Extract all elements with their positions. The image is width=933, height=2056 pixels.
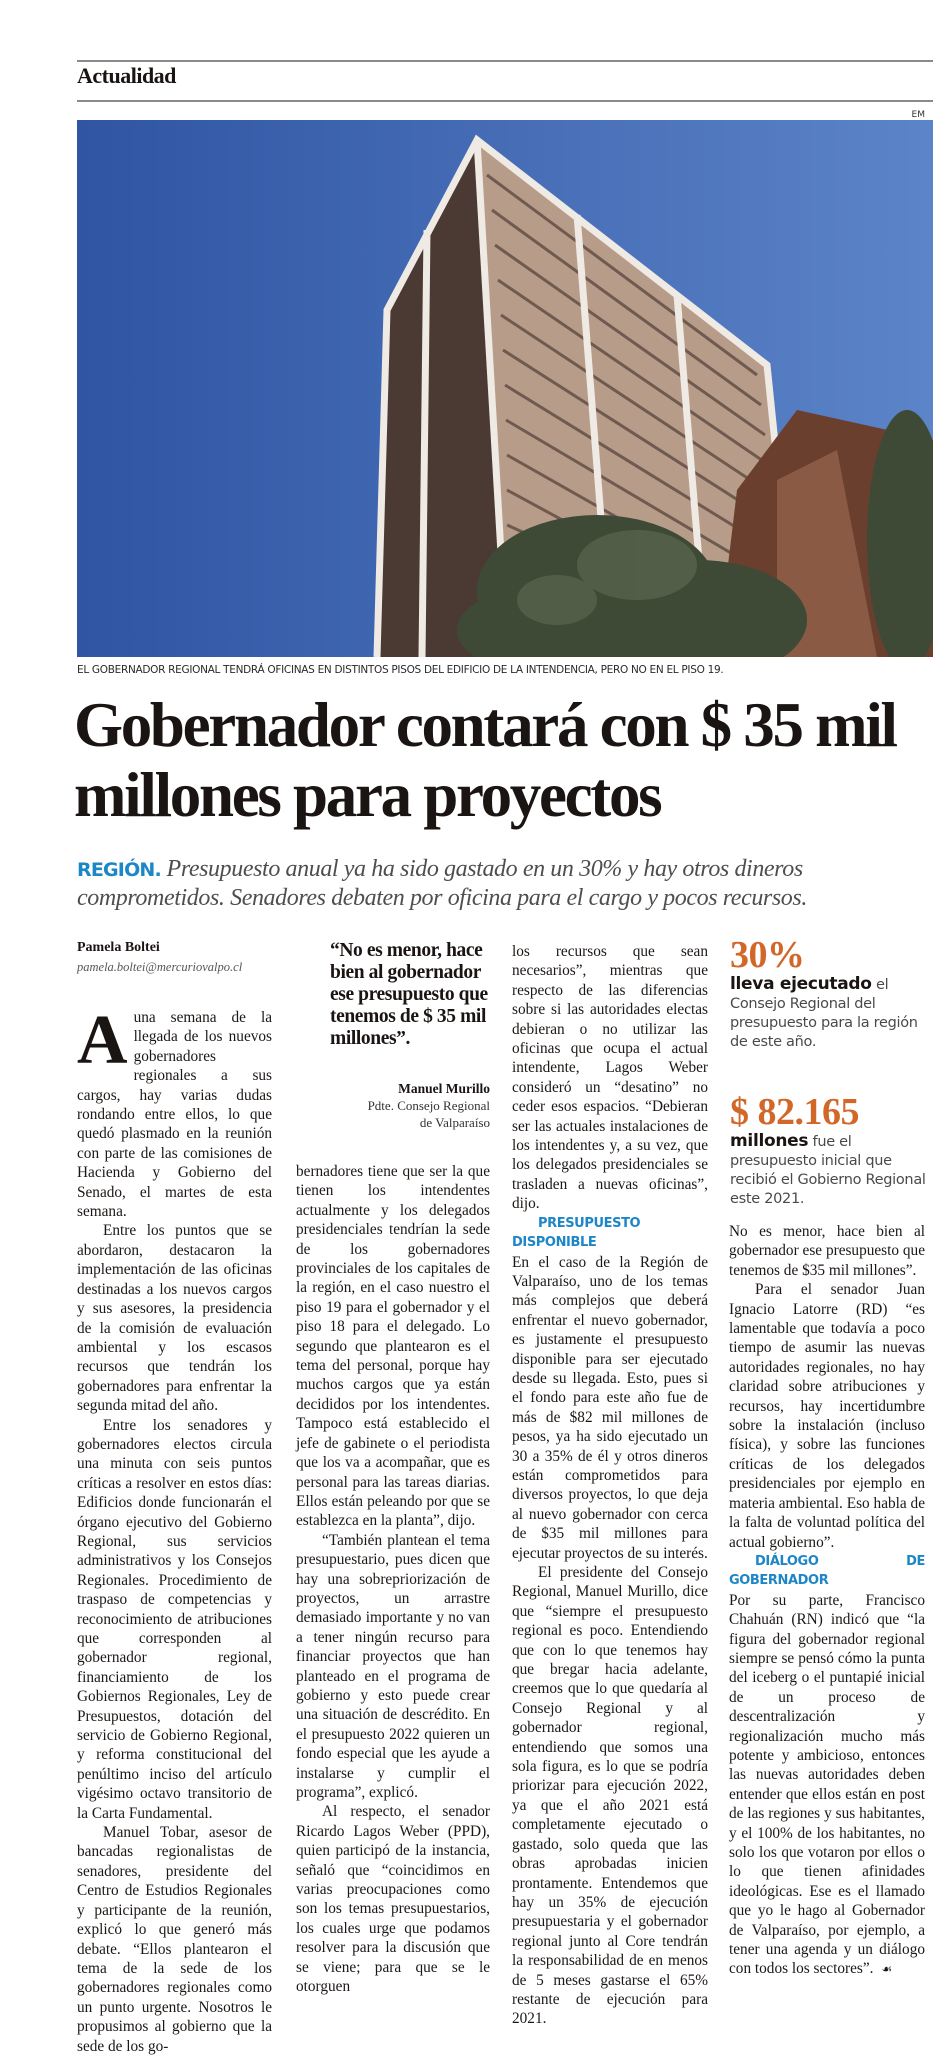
paragraph: Para el senador Juan Ignacio Latorre (RD) “es lamentable que todavía a poco tiempo de asumir las nuevas autoridades regionales, no hay claridad sobre atribuciones y recursos, hay incertidumbre sobre la instalación (incluso física), y sobre las funciones críticas de los delegados presidenciales por ejemplo en materia ambiental. Eso habla de la falta de voluntad política del actual gobierno”. (729, 1281, 925, 1551)
body-column-2 (296, 1162, 490, 1996)
paragraph: los recursos que sean necesarios”, mientras que respecto de las diferencias sobre si las autoridades electas debieran o no utilizar las oficinas que ocupa el actual intendente, Lagos Weber consideró un “desatino” no ceder esos espacios. “Debieran ser las actuales instalaciones de los intendentes y, a su vez, que los delegados presidenciales se trasladen a nuevas oficinas”, dijo. (512, 943, 708, 1213)
paragraph: Al respecto, el senador Ricardo Lagos Weber (PPD), quien participó de la instancia, señaló que “coincidimos en varias preocupaciones como son los temas presupuestarios, los cuales urge que podamos resolver para la discusión que se viene; para que se le otorguen (296, 1803, 490, 1996)
author-name: Pamela Boltei (77, 940, 160, 955)
paragraph: bernadores tiene que ser la que tienen los intendentes actualmente y los delegados presidenciales tendrían la sede de los gobernadores provinciales de los capitales de la región, en el caso nuestro el piso 19 para el gobernador y el piso 18 para el delegado. Lo segundo que plantearon es el tema del personal, porque hay muchos cargos que ya están decididos por los intendentes. Tampoco está establecido el jefe de gabinete o el periodista que los va a acompañar, que es personal para las tareas diarias. Ellos están peleando por que se establezca en la planta”, dijo. (296, 1163, 490, 1530)
paragraph: El presidente del Consejo Regional, Manuel Murillo, dice que “siempre el presupuesto regional es poco. Entendiendo que con lo que tenemos hay que bregar hacia adelante, creemos que lo que quedaría al Consejo Regional y al gobernador regional, entendiendo que somos una sola figura, es lo que se podría priorizar para ejecución 2022, ya que el año 2021 está completamente ejecutado o gastado, solo queda que las obras aprobadas inicien prontamente. Entendemos que hay un 35% de ejecución presupuestaria y el gobernador regional junto al Core tendrán la responsabilidad de en menos de 5 meses gastarse el 65% restante de ejecución para 2021. (512, 1564, 708, 2028)
dropcap: A (77, 1002, 128, 1079)
quote-author-role: Pdte. Consejo Regional (367, 1098, 490, 1113)
stat-value: $ 82.165 (730, 1091, 859, 1133)
section-rule (77, 100, 933, 102)
stat-box-initial-budget (730, 1092, 930, 1209)
subheadline (77, 855, 933, 912)
paragraph-text: Por su parte, Francisco Chahuán (RN) indicó que “la figura del gobernador regional siempre se pensó cómo la punta del iceberg o el puntapié inicial de un proceso de descentralización y regionalización mucho más potente y ambicioso, entonces las nuevas autoridades deben entender que ellos están en post de las regiones y sus habitantes, y el 100% de los habitantes, no solo los que votaron por ellos o lo que tienen afinidades ideológicas. Ese es el llamado que yo le hago al Gobernador de Valparaíso, por ejemplo, a tener una agenda y un diálogo con todos los sectores”. (729, 1591, 925, 1978)
dek-text: Presupuesto anual ya ha sido gastado en un 30% y hay otros dineros comprometidos. Senadores debaten por oficina para el cargo y pocos recursos. (77, 856, 807, 911)
quote-author: Manuel Murillo (398, 1081, 490, 1096)
paragraph: En el caso de la Región de Valparaíso, uno de los temas más complejos que deberá enfrentar el nuevo gobernador, es justamente el presupuesto disponible para ser ejecutado desde su llegada. Esto, pues si el fondo para este año fue de más de $82 mil millones de pesos, ya ha sido ejecutado un 30 a 35% de él y otros dineros están comprometidos para diversos proyectos, lo que deja al nuevo gobernador con cerca de $35 mil millones para ejecutar proyectos de su interés. (512, 1253, 708, 1562)
body-column-4 (729, 1222, 925, 1980)
stat-lead: millones (730, 1131, 809, 1151)
pull-quote-attribution (300, 1080, 490, 1131)
end-of-article-icon: ☙ (881, 1962, 893, 1977)
subhead-dialogo-de-gobernador: DIÁLOGO DE GOBERNADOR (729, 1553, 925, 1589)
section-label: Actualidad (77, 63, 176, 88)
stat-text: fue el presupuesto inicial que recibió el Gobierno Regional este 2021. (730, 1134, 926, 1207)
paragraph: Entre los puntos que se abordaron, destacaron la implementación de las oficinas destinadas a los nuevos cargos y sus asesores, la presidencia de la comisión de evaluación ambiental y los escasos recursos que tendrán los gobernadores para enfrentar la segunda mitad del año. (77, 1222, 272, 1415)
building-illustration (77, 120, 933, 657)
stat-box-executed (730, 935, 930, 1052)
photo-credit: EM (911, 110, 925, 120)
paragraph-text: una semana de la llegada de los nuevos gobernadores regionales a sus cargos, hay varias dudas rondando entre ellos, lo que quedó plasmado en la reunión con parte de las comisiones de Hacienda y Gobierno del Senado, el martes de esta semana. (77, 1009, 272, 1221)
paragraph (729, 1591, 925, 1980)
quote-author-role-region: de Valparaíso (419, 1115, 490, 1130)
paragraph: “También plantean el tema presupuestario, pues dicen que hay una sobrepriorización de proyectos, un arrastre demasiado importante y no van a tener ningún recurso para financiar proyectos que han planteado en el programa de gobierno y esto puede crear una situación de descrédito. En el presupuesto 2022 quieren un fondo especial que les ayude a instalarse y cumplir el programa”, explicó. (296, 1531, 490, 1801)
body-column-1 (77, 1002, 272, 2056)
subhead-presupuesto-disponible: PRESUPUESTO DISPONIBLE (512, 1215, 641, 1251)
photo-caption: EL GOBERNADOR REGIONAL TENDRÁ OFICINAS EN DISTINTOS PISOS DEL EDIFICIO DE LA INTENDENCIA, PERO NO EN EL PISO 19. (77, 664, 724, 676)
stat-value: 30% (730, 934, 805, 976)
stat-text: el Consejo Regional del presupuesto para la región de este año. (730, 977, 918, 1050)
pull-quote: “No es menor, hace bien al gobernador ese presupuesto que tenemos de $ 35 mil millones”. (330, 940, 488, 1049)
stat-lead: lleva ejecutado (730, 974, 872, 994)
headline: Gobernador contará con $ 35 mil millones para proyectos (74, 690, 896, 830)
paragraph (77, 1002, 272, 1221)
photo-intendencia-building (77, 120, 933, 657)
paragraph: No es menor, hace bien al gobernador ese presupuesto que tenemos de $35 mil millones”. (729, 1223, 925, 1279)
body-column-3 (512, 942, 708, 2029)
paragraph: Manuel Tobar, asesor de bancadas regionalistas de senadores, presidente del Centro de Estudios Regionales y participante de la reunión, explicó lo que generó más debate. “Ellos plantearon el tema de la sede de los gobernadores regionales como un punto urgente. Nosotros le propusimos al gobierno que la sede de los go- (77, 1824, 272, 2055)
top-rule (77, 60, 933, 62)
dek-kicker: REGIÓN. (77, 859, 161, 881)
byline (77, 940, 242, 975)
author-email[interactable]: pamela.boltei@mercuriovalpo.cl (77, 960, 243, 974)
paragraph: Entre los senadores y gobernadores electos circula una minuta con seis puntos críticas a resolver en estos días: Edificios donde funcionarán el órgano ejecutivo del Gobierno Regional, sus servicios administrativos y los Consejos Regionales. Procedimiento de traspaso de competencias y reconocimiento de atribuciones que corresponden al gobernador regional, financiamiento de los Gobiernos Regionales, Ley de Presupuestos, dotación del servicio de Gobierno Regional, y reforma constitucional del penúltimo inciso del artículo vigésimo octavo transitorio de la Carta Fundamental. (77, 1416, 272, 1822)
